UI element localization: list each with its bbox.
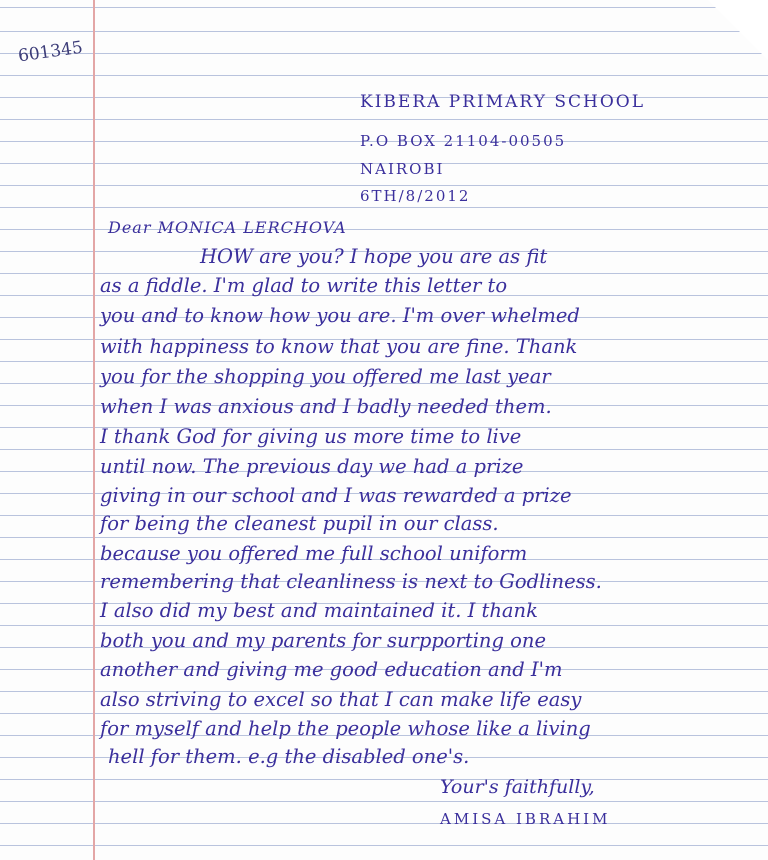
serial-number: 601345	[16, 37, 84, 67]
margin-line	[93, 0, 95, 860]
signature: AMISA IBRAHIM	[440, 810, 611, 828]
body-line: as a fiddle. I'm glad to write this letter to	[100, 274, 508, 297]
body-line: another and giving me good education and I'm	[100, 658, 563, 681]
school-name: KIBERA PRIMARY SCHOOL	[360, 92, 645, 112]
body-line: HOW are you? I hope you are as fit	[200, 245, 548, 268]
closing: Your's faithfully,	[440, 776, 595, 798]
body-line: also striving to excel so that I can make life easy	[100, 688, 582, 711]
body-line: I thank God for giving us more time to live	[100, 425, 522, 448]
body-line: for myself and help the people whose like a living	[100, 717, 591, 740]
body-line: you for the shopping you offered me last year	[100, 365, 551, 388]
body-line: when I was anxious and I badly needed them.	[100, 395, 552, 418]
body-line: both you and my parents for surpporting one	[100, 629, 547, 652]
body-line: you and to know how you are. I'm over whelmed	[100, 304, 580, 327]
salutation: Dear MONICA LERCHOVA	[108, 218, 347, 237]
body-line: remembering that cleanliness is next to Godliness.	[100, 570, 602, 593]
body-line: for being the cleanest pupil in our class.	[100, 512, 499, 535]
body-line: hell for them. e.g the disabled one's.	[108, 745, 470, 768]
folded-corner	[708, 0, 768, 60]
body-line: because you offered me full school uniform	[100, 542, 528, 565]
body-line: with happiness to know that you are fine. Thank	[100, 335, 578, 358]
body-line: giving in our school and I was rewarded a prize	[100, 484, 572, 507]
po-box: P.O BOX 21104-00505	[360, 132, 567, 150]
city: NAIROBI	[360, 160, 445, 178]
letter-date: 6TH/8/2012	[360, 187, 471, 205]
body-line: I also did my best and maintained it. I thank	[100, 599, 538, 622]
body-line: until now. The previous day we had a prize	[100, 455, 524, 478]
